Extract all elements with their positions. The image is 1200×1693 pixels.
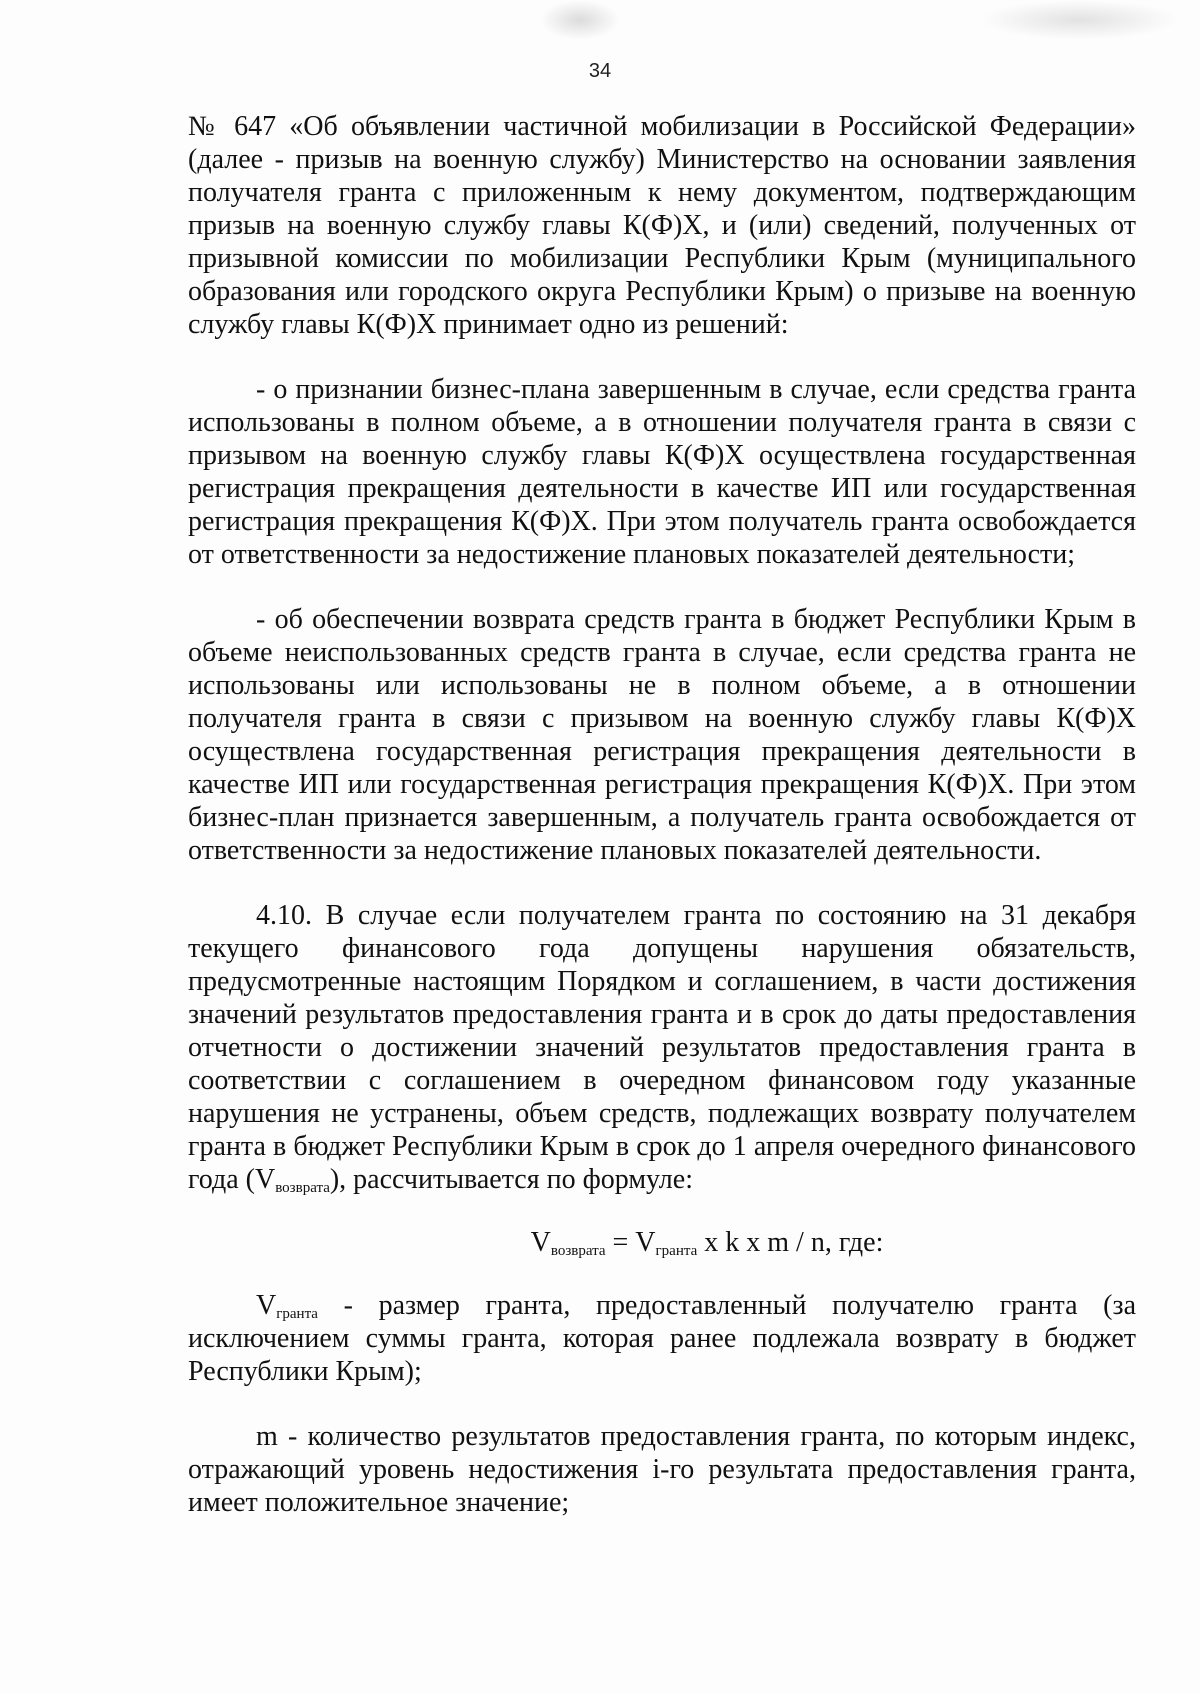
- v-grant-text: - размер гранта, предоставленный получателю гранта (за исключением суммы гранта, которая ранее подлежала возврату в бюджет Республики Крым);: [188, 1290, 1136, 1387]
- paragraph-4-10-end: ), рассчитывается по формуле:: [329, 1164, 693, 1195]
- formula-rhs-var: V: [635, 1227, 656, 1258]
- scan-artifact: [540, 0, 620, 40]
- paragraph-4-10-text: 4.10. В случае если получателем гранта по состоянию на 31 декабря текущего финансового года допущены нарушения обязательств, предусмотренные настоящим Порядком и соглашением, в части достижения значений результатов предоставления гранта и в срок до даты предоставления отчетности о достижении значений результатов предоставления гранта в соответствии с соглашением в очередном финансовом году указанные нарушения не устранены, объем средств, подлежащих возврату получателем гранта в бюджет Республики Крым в срок до 1 апреля очередного финансового года (V: [188, 900, 1136, 1195]
- formula-lhs-var: V: [530, 1227, 551, 1258]
- formula-lhs-sub: возврата: [550, 1243, 606, 1259]
- paragraph-option-completed: - о признании бизнес-плана завершенным в случае, если средства гранта использованы в полном объеме, а в отношении получателя гранта в связи с призывом на военную службу главы К(Ф)Х осуществлена государственная регистрация прекращения деятельности в качестве ИП или государственная регистрация прекращения К(Ф)Х. При этом получатель гранта освобождается от ответственности за недостижение плановых показателей деятельности;: [188, 374, 1136, 570]
- page-number: 34: [588, 60, 612, 82]
- paragraph-v-grant-definition: [188, 1289, 1136, 1388]
- paragraph-m-definition: m - количество результатов предоставления гранта, по которым индекс, отражающий уровень недостижения i-го результата предоставления гранта, имеет положительное значение;: [188, 1421, 1136, 1518]
- document-body: [188, 110, 1136, 1519]
- paragraph-4-10: [188, 899, 1136, 1196]
- paragraph-option-refund: - об обеспечении возврата средств гранта в бюджет Республики Крым в объеме неиспользованных средств гранта в случае, если средства гранта не использованы или использованы не в полном объеме, а в отношении получателя гранта в связи с призывом на военную службу главы К(Ф)Х осуществлена государственная регистрация прекращения деятельности в качестве ИП или государственная регистрация прекращения К(Ф)Х. При этом бизнес-план признается завершенным, а получатель гранта освобождается от ответственности за недостижение плановых показателей деятельности.: [188, 604, 1136, 866]
- formula: [188, 1226, 1136, 1259]
- formula-rhs-rest: x k x m / n, где:: [697, 1227, 884, 1258]
- v-grant-var: V: [256, 1290, 277, 1321]
- scan-artifact: [980, 0, 1180, 40]
- formula-rhs-sub: гранта: [655, 1243, 698, 1259]
- v-grant-sub: гранта: [276, 1306, 318, 1322]
- paragraph-intro: № 647 «Об объявлении частичной мобилизации в Российской Федерации» (далее - призыв на военную службу) Министерство на основании заявления получателя гранта с приложенным к нему документом, подтверждающим призыв на военную службу главы К(Ф)Х, и (или) сведений, полученных от призывной комиссии по мобилизации Республики Крым (муниципального образования или городского округа Республики Крым) о призыве на военную службу главы К(Ф)Х принимает одно из решений:: [188, 111, 1136, 340]
- paragraph-4-10-subscript: возврата: [275, 1180, 330, 1196]
- formula-equals: =: [605, 1227, 636, 1258]
